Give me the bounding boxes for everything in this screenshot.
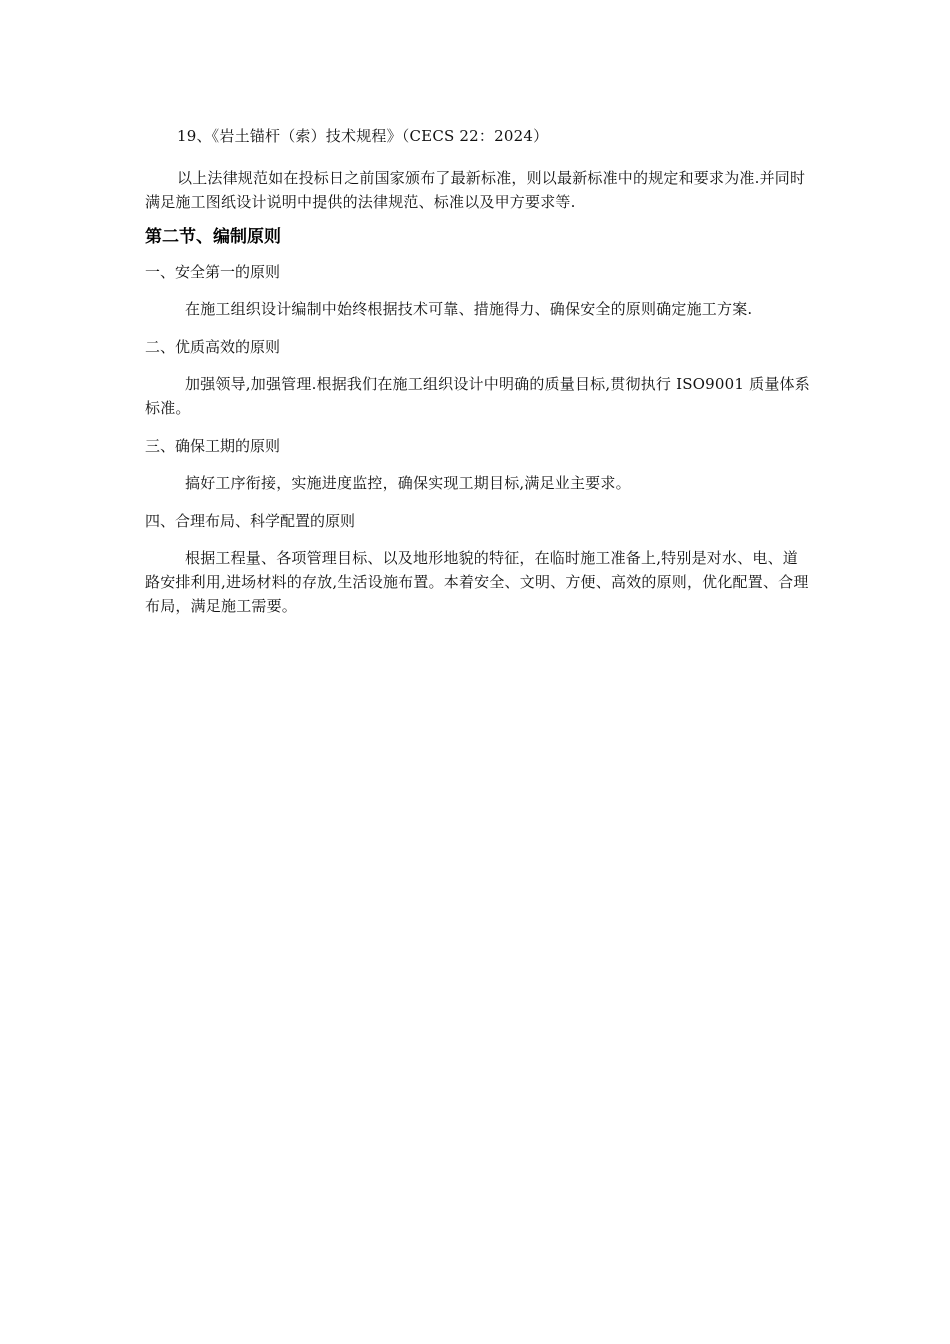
principle-layout bbox=[145, 509, 810, 618]
principle-heading: 二、优质高效的原则 bbox=[145, 338, 281, 356]
principle-schedule bbox=[145, 434, 810, 495]
principle-body: 根据工程量、各项管理目标、以及地形地貌的特征，在临时施工准备上,特别是对水、电、道路安排利用,进场材料的存放,生活设施布置。本着安全、文明、方便、高效的原则，优化配置、合理布局，满足施工需要。 bbox=[145, 549, 809, 615]
document-body bbox=[145, 124, 810, 632]
principle-quality bbox=[145, 335, 810, 420]
principle-heading: 三、确保工期的原则 bbox=[145, 437, 281, 455]
intro-paragraph: 以上法律规范如在投标日之前国家颁布了最新标准，则以最新标准中的规定和要求为准.并同时满足施工图纸设计说明中提供的法律规范、标准以及甲方要求等. bbox=[145, 169, 806, 211]
principle-body: 搞好工序衔接，实施进度监控，确保实现工期目标,满足业主要求。 bbox=[185, 474, 631, 492]
reference-item: 19、《岩土锚杆（索）技术规程》（CECS 22：2024） bbox=[177, 127, 549, 145]
principle-body: 在施工组织设计编制中始终根据技术可靠、措施得力、确保安全的原则确定施工方案. bbox=[185, 300, 753, 318]
principle-safety bbox=[145, 260, 810, 321]
section-title: 第二节、编制原则 bbox=[145, 227, 281, 247]
principle-body: 加强领导,加强管理.根据我们在施工组织设计中明确的质量目标,贯彻执行 ISO9001 质量体系标准。 bbox=[145, 375, 810, 417]
principle-heading: 四、合理布局、科学配置的原则 bbox=[145, 512, 356, 530]
principle-heading: 一、安全第一的原则 bbox=[145, 263, 281, 281]
